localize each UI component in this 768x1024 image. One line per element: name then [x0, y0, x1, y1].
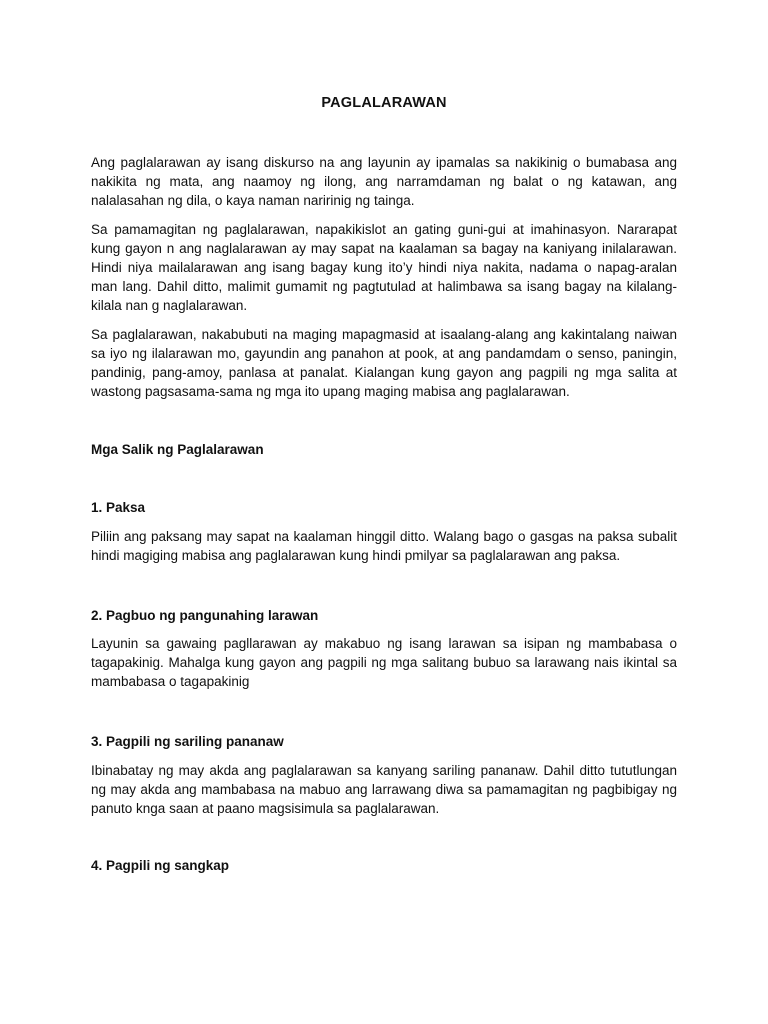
- intro-paragraph-3: Sa paglalarawan, nakabubuti na maging mapagmasid at isaalang-alang ang kakintalang naiwan sa iyo ng ilalarawan mo, gayundin ang panahon at pook, at ang pandamdam o senso, paningin, pandinig, pang-amoy, panlasa at panalat. Kialangan kung gayon ang pagpili ng mga salita at wastong pagsasama-sama ng mga ito upang maging mabisa ang paglalarawan.: [91, 327, 677, 399]
- subsection-text-3: Ibinabatay ng may akda ang paglalarawan sa kanyang sariling pananaw. Dahil ditto tututlungan ng may akda ang mambabasa na mabuo ang larrawang diwa sa pamamagitan ng pagbibigay ng panuto knga saan at paano magsisimula sa paglalarawan.: [91, 763, 677, 816]
- intro-paragraph-2: Sa pamamagitan ng paglalarawan, napakikislot an gating guni-gui at imahinasyon. Nararapat kung gayon n ang naglalarawan ay may sapat na kaalaman sa bagay na kaniyang inilalarawan. Hindi niya mailalarawan ang isang bagay kung ito’y hindi niya nakita, nadama o napag-aralan man lang. Dahil ditto, malimit gumamit ng pagtutulad at halimbawa sa isang bagay na kilalang-kilala nan g naglalarawan.: [91, 222, 677, 313]
- section-heading: Mga Salik ng Paglalarawan: [91, 442, 264, 457]
- subsection-text-2: Layunin sa gawaing pagllarawan ay makabuo ng isang larawan sa isipan ng mambabasa o tagapakinig. Mahalga kung gayon ang pagpili ng mga salitang bubuo sa larawang nais ikintal sa mambabasa o tagapakinig: [91, 636, 677, 689]
- subsection-heading-1: 1. Paksa: [91, 500, 146, 515]
- subsection-heading-2: 2. Pagbuo ng pangunahing larawan: [91, 608, 319, 623]
- subsection-heading-4: 4. Pagpili ng sangkap: [91, 858, 230, 873]
- subsection-heading-3: 3. Pagpili ng sariling pananaw: [91, 734, 284, 749]
- intro-paragraph-1: Ang paglalarawan ay isang diskurso na ang layunin ay ipamalas sa nakikinig o bumabasa ang nakikita ng mata, ang naamoy ng ilong, ang narramdaman ng balat o ng katawan, ang nalalasahan ng dila, o kaya naman naririnig ng tainga.: [91, 155, 677, 208]
- subsection-text-1: Piliin ang paksang may sapat na kaalaman hinggil ditto. Walang bago o gasgas na paksa subalit hindi magiging mabisa ang paglalarawan kung hindi pmilyar sa paglalarawan ang paksa.: [91, 529, 677, 563]
- document-title: PAGLALARAWAN: [321, 95, 447, 111]
